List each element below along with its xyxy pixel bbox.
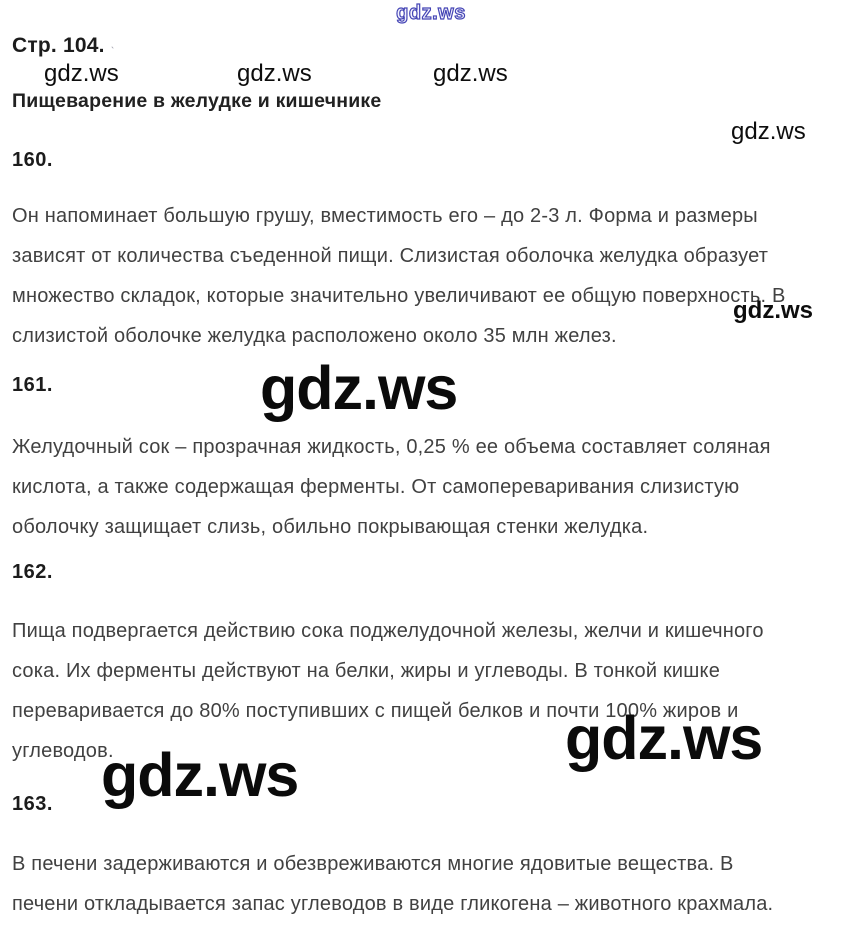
page-title-text: Стр. 104. <box>12 34 105 57</box>
paragraph-line: Пища подвергается действию сока поджелудочной железы, желчи и кишечного <box>12 620 764 642</box>
paragraph-line: кислота, а также содержащая ферменты. От самопереваривания слизистую <box>12 476 740 498</box>
task-161-paragraph <box>12 427 771 547</box>
paragraph-line: Желудочный сок – прозрачная жидкость, 0,25 % ее объема составляет соляная <box>12 436 771 458</box>
task-163-paragraph <box>12 844 773 924</box>
paragraph-line: углеводов. <box>12 740 114 762</box>
task-160-number: 160. <box>12 149 53 171</box>
watermark-inline-right: gdz.ws <box>733 297 814 324</box>
page-title-faint-mark: ˎ <box>110 34 116 49</box>
paragraph-line: сока. Их ферменты действуют на белки, жиры и углеводы. В тонкой кишке <box>12 660 721 682</box>
paragraph-line: зависят от количества съеденной пищи. Слизистая оболочка желудка образует <box>12 245 769 267</box>
watermark-row-item: gdz.ws <box>433 60 508 87</box>
watermark-large-center: gdz.ws <box>260 354 458 422</box>
task-161-number: 161. <box>12 374 53 396</box>
task-162-number: 162. <box>12 561 53 583</box>
paragraph-line: переваривается до 80% поступивших с пищей белков и почти 100% жиров и <box>12 700 739 722</box>
paragraph-line: Он напоминает большую грушу, вместимость его – до 2-3 л. Форма и размеры <box>12 205 758 227</box>
watermark-header-right: gdz.ws <box>731 118 806 145</box>
paragraph-line: В печени задерживаются и обезвреживаются многие ядовитые вещества. В <box>12 853 734 875</box>
watermark-top-outline: gdz.ws <box>396 2 466 24</box>
watermark-large-right: gdz.ws <box>565 704 763 772</box>
watermark-large-left: gdz.ws <box>101 741 299 809</box>
section-heading: Пищеварение в желудке и кишечнике <box>12 90 382 112</box>
watermark-row-item: gdz.ws <box>44 60 119 87</box>
paragraph-line: печени откладывается запас углеводов в виде гликогена – животного крахмала. <box>12 893 774 915</box>
task-160-paragraph <box>12 196 786 356</box>
paragraph-line: оболочку защищает слизь, обильно покрывающая стенки желудка. <box>12 516 649 538</box>
paragraph-line: слизистой оболочке желудка расположено около 35 млн желез. <box>12 325 617 347</box>
page-title <box>12 34 115 58</box>
task-163-number: 163. <box>12 793 53 815</box>
paragraph-line: множество складок, которые значительно увеличивают ее общую поверхность. В <box>12 285 786 307</box>
watermark-row-item: gdz.ws <box>237 60 312 87</box>
